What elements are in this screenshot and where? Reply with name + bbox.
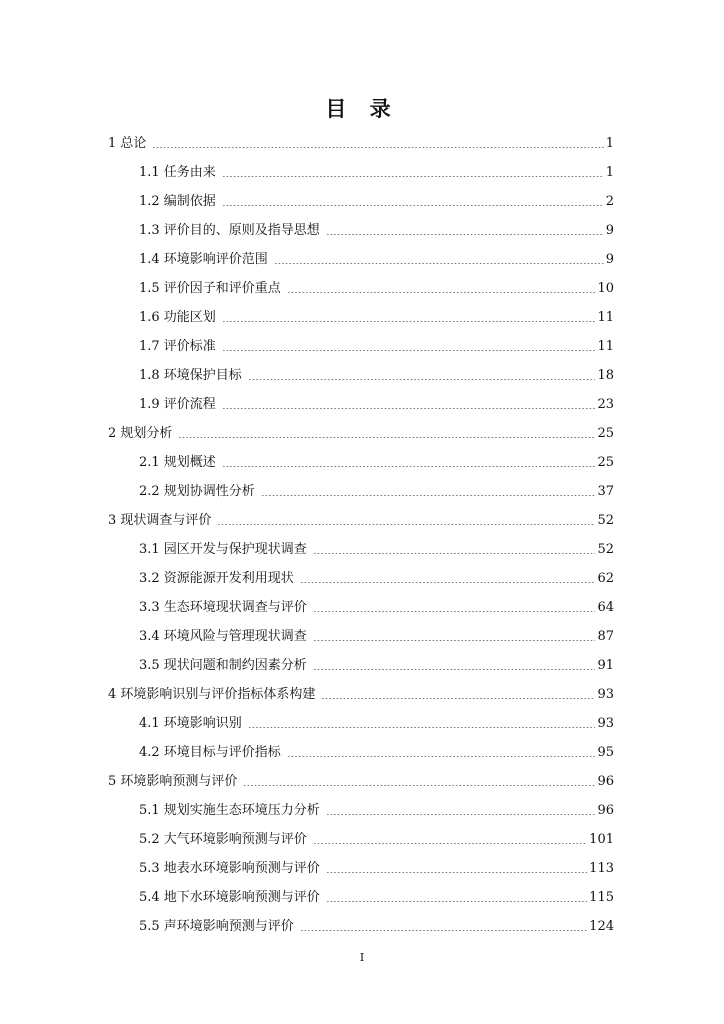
toc-section-entry[interactable]	[108, 883, 614, 912]
toc-entry-page-number: 101	[589, 832, 614, 847]
toc-section-entry[interactable]	[108, 825, 614, 854]
dot-leader	[300, 930, 587, 931]
toc-section-entry[interactable]	[108, 274, 614, 303]
toc-entry-page-number: 91	[597, 658, 614, 673]
toc-entry-page-number: 87	[597, 629, 614, 644]
toc-entry-label: 4.2 环境目标与评价指标	[139, 745, 281, 760]
toc-section-entry[interactable]	[108, 593, 614, 622]
toc-section-entry[interactable]	[108, 651, 614, 680]
toc-entry-label: 1.7 评价标准	[139, 339, 216, 354]
dot-leader	[326, 872, 587, 873]
toc-section-entry[interactable]	[108, 303, 614, 332]
toc-chapter-entry[interactable]	[108, 680, 614, 709]
toc-entry-page-number: 9	[605, 252, 614, 267]
toc-entry-page-number: 10	[597, 281, 614, 296]
toc-entry-page-number: 124	[589, 919, 614, 934]
toc-section-entry[interactable]	[108, 912, 614, 941]
toc-section-entry[interactable]	[108, 332, 614, 361]
toc-entry-page-number: 25	[597, 455, 614, 470]
dot-leader	[222, 466, 596, 467]
dot-leader	[326, 901, 587, 902]
dot-leader	[313, 640, 596, 641]
dot-leader	[178, 437, 595, 438]
toc-entry-page-number: 23	[597, 397, 614, 412]
dot-leader	[248, 727, 596, 728]
dot-leader	[248, 379, 596, 380]
toc-entry-label: 5 环境影响预测与评价	[108, 774, 238, 789]
dot-leader	[313, 843, 587, 844]
toc-entry-label: 2.1 规划概述	[139, 455, 216, 470]
dot-leader	[243, 785, 595, 786]
dot-leader	[261, 495, 596, 496]
toc-entry-label: 3.3 生态环境现状调查与评价	[139, 600, 307, 615]
toc-entry-label: 5.3 地表水环境影响预测与评价	[139, 861, 320, 876]
toc-entry-page-number: 37	[597, 484, 614, 499]
toc-entry-label: 2.2 规划协调性分析	[139, 484, 255, 499]
toc-entry-page-number: 95	[597, 745, 614, 760]
toc-section-entry[interactable]	[108, 622, 614, 651]
toc-section-entry[interactable]	[108, 738, 614, 767]
toc-entry-label: 5.1 规划实施生态环境压力分析	[139, 803, 320, 818]
dot-leader	[222, 176, 604, 177]
dot-leader	[287, 756, 596, 757]
toc-entry-label: 3.1 园区开发与保护现状调查	[139, 542, 307, 557]
dot-leader	[300, 582, 596, 583]
toc-entry-page-number: 52	[597, 542, 614, 557]
toc-section-entry[interactable]	[108, 187, 614, 216]
dot-leader	[222, 205, 604, 206]
toc-section-entry[interactable]	[108, 216, 614, 245]
dot-leader	[222, 408, 596, 409]
toc-entry-page-number: 1	[605, 136, 614, 151]
toc-entry-label: 1.5 评价因子和评价重点	[139, 281, 281, 296]
toc-section-entry[interactable]	[108, 535, 614, 564]
toc-entry-label: 1.4 环境影响评价范围	[139, 252, 268, 267]
toc-entry-label: 1.6 功能区划	[139, 310, 216, 325]
toc-entry-label: 1 总论	[108, 136, 147, 151]
dot-leader	[326, 234, 604, 235]
toc-chapter-entry[interactable]	[108, 129, 614, 158]
toc-entry-label: 4.1 环境影响识别	[139, 716, 242, 731]
toc-chapter-entry[interactable]	[108, 419, 614, 448]
toc-entry-label: 5.2 大气环境影响预测与评价	[139, 832, 307, 847]
toc-section-entry[interactable]	[108, 477, 614, 506]
toc-entry-page-number: 9	[605, 223, 614, 238]
toc-entry-page-number: 96	[597, 803, 614, 818]
dot-leader	[321, 698, 595, 699]
dot-leader	[313, 669, 596, 670]
toc-section-entry[interactable]	[108, 709, 614, 738]
toc-entry-label: 5.4 地下水环境影响预测与评价	[139, 890, 320, 905]
toc-entry-page-number: 1	[605, 165, 614, 180]
toc-section-entry[interactable]	[108, 854, 614, 883]
toc-chapter-entry[interactable]	[108, 767, 614, 796]
dot-leader	[222, 321, 596, 322]
toc-entry-page-number: 93	[597, 687, 614, 702]
toc-entry-page-number: 113	[589, 861, 614, 876]
toc-entry-label: 2 规划分析	[108, 426, 173, 441]
dot-leader	[222, 350, 596, 351]
toc-entry-page-number: 11	[597, 339, 614, 354]
toc-entry-label: 3.4 环境风险与管理现状调查	[139, 629, 307, 644]
page-title: 目 录	[325, 97, 399, 121]
toc-entry-label: 3.5 现状问题和制约因素分析	[139, 658, 307, 673]
toc-entry-page-number: 96	[597, 774, 614, 789]
dot-leader	[326, 814, 596, 815]
dot-leader	[152, 147, 603, 148]
toc-entry-label: 4 环境影响识别与评价指标体系构建	[108, 687, 316, 702]
dot-leader	[217, 524, 595, 525]
toc-entry-page-number: 64	[597, 600, 614, 615]
toc-entry-label: 1.9 评价流程	[139, 397, 216, 412]
table-of-contents	[108, 129, 614, 941]
toc-entry-page-number: 52	[597, 513, 614, 528]
toc-entry-page-number: 11	[597, 310, 614, 325]
toc-section-entry[interactable]	[108, 390, 614, 419]
toc-section-entry[interactable]	[108, 245, 614, 274]
toc-entry-page-number: 2	[605, 194, 614, 209]
toc-entry-page-number: 25	[597, 426, 614, 441]
toc-section-entry[interactable]	[108, 448, 614, 477]
toc-entry-label: 3.2 资源能源开发利用现状	[139, 571, 294, 586]
page-number: I	[359, 951, 365, 964]
dot-leader	[313, 553, 596, 554]
toc-entry-label: 5.5 声环境影响预测与评价	[139, 919, 294, 934]
toc-chapter-entry[interactable]	[108, 506, 614, 535]
toc-entry-label: 1.1 任务由来	[139, 165, 216, 180]
toc-entry-label: 1.3 评价目的、原则及指导思想	[139, 223, 320, 238]
toc-entry-page-number: 115	[589, 890, 614, 905]
toc-section-entry[interactable]	[108, 796, 614, 825]
toc-section-entry[interactable]	[108, 564, 614, 593]
dot-leader	[313, 611, 596, 612]
toc-entry-label: 1.8 环境保护目标	[139, 368, 242, 383]
toc-entry-page-number: 18	[597, 368, 614, 383]
toc-section-entry[interactable]	[108, 361, 614, 390]
dot-leader	[287, 292, 596, 293]
toc-section-entry[interactable]	[108, 158, 614, 187]
toc-entry-label: 1.2 编制依据	[139, 194, 216, 209]
toc-entry-page-number: 62	[597, 571, 614, 586]
dot-leader	[274, 263, 604, 264]
toc-entry-label: 3 现状调查与评价	[108, 513, 212, 528]
toc-entry-page-number: 93	[597, 716, 614, 731]
